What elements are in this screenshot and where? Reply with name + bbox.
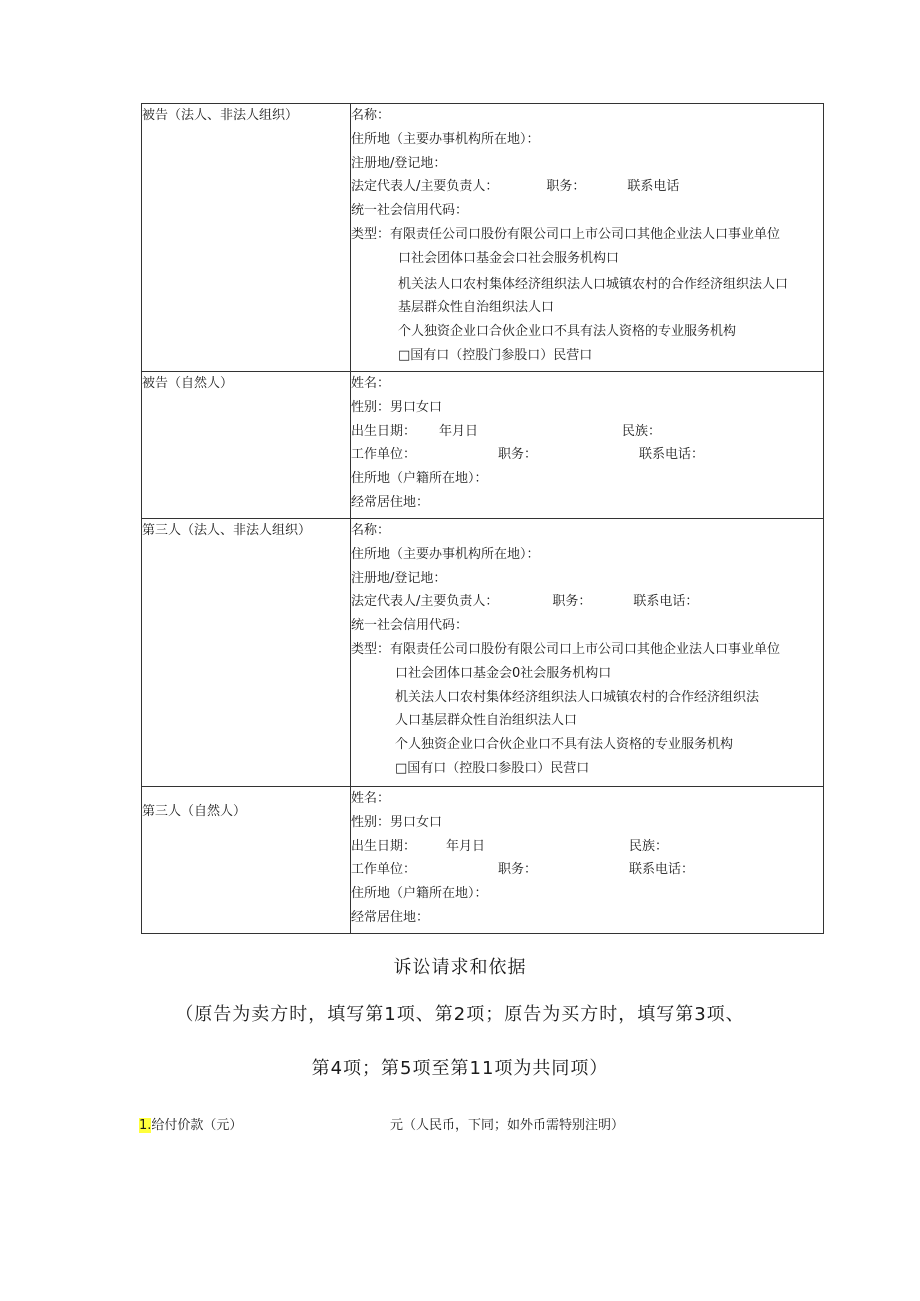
defendant-org-phone[interactable]: 联系电话 [627,179,680,195]
third-person-birth[interactable]: 出生日期： [351,838,417,854]
defendant-person-ymd: 年月日 [439,423,479,439]
defendant-org-type-6[interactable]: □国有口（控股门参股口）民营口 [398,347,593,363]
section-note-line-2: 第4项；第5项至第11项为共同项） [311,1058,609,1079]
defendant-org-credit-code[interactable]: 统一社会信用代码： [351,203,469,219]
defendant-person-row [142,372,824,519]
third-org-credit-code[interactable]: 统一社会信用代码： [351,618,469,634]
third-person-label: 第三人（自然人） [142,787,351,934]
item-1-number: 1. [139,1118,152,1133]
third-person-position[interactable]: 职务： [498,862,538,878]
defendant-person-habitual[interactable]: 经常居住地： [351,494,430,510]
defendant-person-fields [351,372,824,519]
third-org-position[interactable]: 职务： [552,594,592,610]
third-org-type-3[interactable]: 机关法人口农村集体经济组织法人口城镇农村的合作经济组织法 [395,689,760,705]
third-org-type-2[interactable]: 口社会团体口基金会0社会服务机构口 [395,665,612,681]
third-org-fields [351,519,824,787]
section-note-line-1: （原告为卖方时，填写第1项、第2项；原告为买方时，填写第3项、 [175,1004,745,1025]
third-person-name[interactable]: 姓名： [351,791,391,806]
defendant-org-residence[interactable]: 住所地（主要办事机构所在地）： [351,131,540,147]
defendant-person-name[interactable]: 姓名： [351,376,391,391]
defendant-person-position[interactable]: 职务： [498,447,538,463]
party-info-table [141,103,824,934]
defendant-org-type-4[interactable]: 基层群众性自治组织法人口 [398,300,555,316]
third-person-ymd: 年月日 [446,838,486,854]
defendant-person-birth-line [351,420,823,444]
third-person-fields [351,787,824,934]
third-person-ethnicity[interactable]: 民族： [629,838,669,854]
section-title: 诉讼请求和依据 [393,957,527,978]
third-person-work[interactable]: 工作单位： [351,862,417,878]
third-person-birth-line [351,835,823,859]
third-person-residence[interactable]: 住所地（户籍所在地）： [351,886,488,902]
third-org-row [142,519,824,787]
item-1-label-line [139,1114,242,1133]
third-person-gender[interactable]: 性别：男口女口 [351,814,443,830]
defendant-org-row [142,104,824,372]
third-org-registry[interactable]: 注册地/登记地： [351,570,447,586]
defendant-org-type-1[interactable]: 类型：有限责任公司口股份有限公司口上市公司口其他企业法人口事业单位 [351,226,781,242]
defendant-person-ethnicity[interactable]: 民族： [622,423,662,439]
third-person-habitual[interactable]: 经常居住地： [351,909,430,925]
defendant-org-type-5[interactable]: 个人独资企业口合伙企业口不具有法人资格的专业服务机构 [398,324,737,340]
third-org-type-5[interactable]: 个人独资企业口合伙企业口不具有法人资格的专业服务机构 [395,737,734,753]
defendant-org-label: 被告（法人、非法人组织） [142,104,351,372]
third-org-phone[interactable]: 联系电话： [633,594,699,610]
defendant-person-label: 被告（自然人） [142,372,351,519]
defendant-org-fields [351,104,824,372]
third-person-row [142,787,824,934]
third-org-residence[interactable]: 住所地（主要办事机构所在地）： [351,546,540,562]
defendant-person-work[interactable]: 工作单位： [351,447,417,463]
defendant-org-type-2[interactable]: 口社会团体口基金会口社会服务机构口 [398,250,620,266]
third-org-type-1[interactable]: 类型：有限责任公司口股份有限公司口上市公司口其他企业法人口事业单位 [351,641,781,657]
defendant-org-rep[interactable]: 法定代表人/主要负责人： [351,179,499,195]
third-org-name[interactable]: 名称： [351,523,391,538]
defendant-person-phone[interactable]: 联系电话： [639,447,705,463]
defendant-org-name[interactable]: 名称： [351,108,391,123]
item-1-label: 给付价款（元） [151,1118,243,1133]
third-person-phone[interactable]: 联系电话： [629,862,695,878]
third-org-type-4[interactable]: 人口基层群众性自治组织法人口 [395,713,578,729]
third-org-type-6[interactable]: □国有口（控股口参股口）民营口 [395,760,590,776]
third-person-work-line [351,858,823,882]
defendant-org-rep-line [351,175,823,199]
defendant-org-type-3[interactable]: 机关法人口农村集体经济组织法人口城镇农村的合作经济组织法人口 [398,276,789,292]
defendant-person-work-line [351,443,823,467]
third-org-rep-line [351,590,823,614]
defendant-person-residence[interactable]: 住所地（户籍所在地）： [351,471,488,487]
defendant-person-birth[interactable]: 出生日期： [351,423,417,439]
third-org-rep[interactable]: 法定代表人/主要负责人： [351,594,499,610]
item-1-amount-note[interactable]: 元（人民币，下同；如外币需特别注明） [390,1118,625,1133]
defendant-person-gender[interactable]: 性别：男口女口 [351,399,443,415]
defendant-org-registry[interactable]: 注册地/登记地： [351,155,447,171]
third-org-label: 第三人（法人、非法人组织） [142,519,351,787]
defendant-org-position[interactable]: 职务： [546,179,586,195]
